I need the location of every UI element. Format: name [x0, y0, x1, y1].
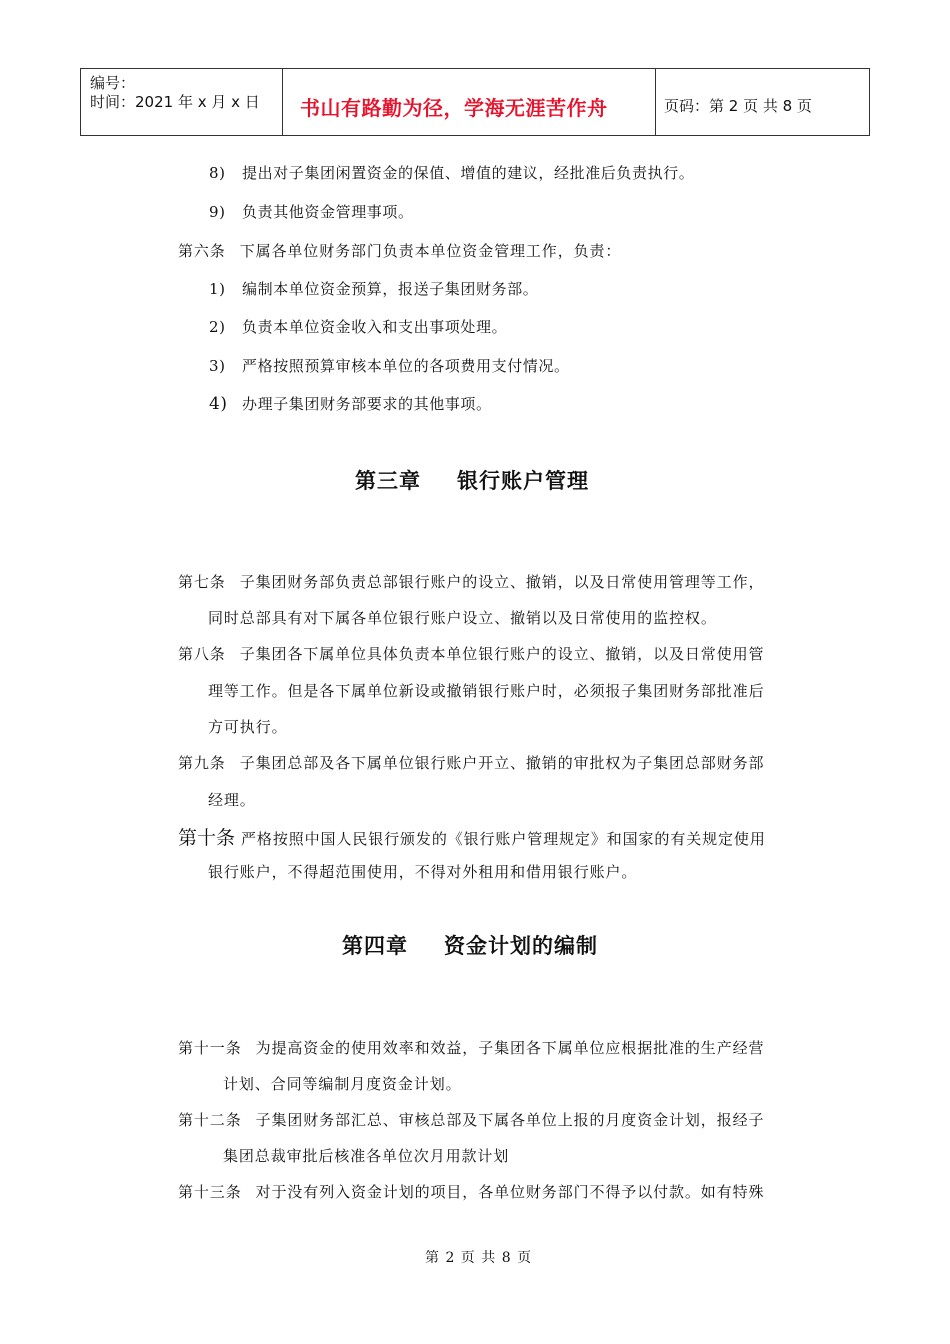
- list-item-text: 办理子集团财务部要求的其他事项。: [242, 395, 492, 413]
- article-8: [178, 643, 764, 664]
- header-divider: [655, 68, 656, 136]
- article-label: 第十三条: [178, 1183, 242, 1201]
- chapter-label: 第四章: [342, 934, 408, 958]
- list-item: [209, 162, 694, 183]
- article-10-cont: 银行账户，不得超范围使用，不得对外租用和借用银行账户。: [208, 863, 638, 881]
- article-12-cont: 集团总裁审批后核准各单位次月用款计划: [223, 1147, 510, 1165]
- motto: 书山有路勤为径，学海无涯苦作舟: [300, 96, 608, 120]
- list-item-number: 1): [209, 280, 226, 298]
- time-label: 时间：2021 年 x 月 x 日: [90, 93, 260, 111]
- article-label: 第九条: [178, 754, 226, 772]
- article-12: [178, 1109, 764, 1130]
- article-11-cont: 计划、合同等编制月度资金计划。: [223, 1075, 462, 1093]
- list-item: [209, 278, 538, 299]
- chapter-label: 第三章: [355, 469, 421, 493]
- article-11: [178, 1037, 764, 1058]
- article-label: 第十一条: [178, 1039, 242, 1057]
- list-item-text: 提出对子集团闲置资金的保值、增值的建议，经批准后负责执行。: [242, 164, 695, 182]
- header-top-border: [80, 68, 870, 69]
- list-item-number: 8): [209, 164, 226, 182]
- header-divider: [282, 68, 283, 136]
- chapter-heading: [342, 930, 598, 960]
- page-footer: 第 2 页 共 8 页: [425, 1250, 533, 1266]
- list-item: [209, 316, 507, 337]
- list-item-text: 负责其他资金管理事项。: [242, 203, 414, 221]
- list-item: [209, 393, 492, 414]
- article-13: [178, 1181, 764, 1202]
- header-divider: [80, 68, 81, 136]
- article-text: 子集团总部及各下属单位银行账户开立、撤销的审批权为子集团总部财务部: [239, 754, 765, 772]
- article-7-cont: 同时总部具有对下属各单位银行账户设立、撤销以及日常使用的监控权。: [208, 609, 717, 627]
- list-item-number: 9): [209, 203, 226, 221]
- article-text: 子集团财务部负责总部银行账户的设立、撤销，以及日常使用管理等工作，: [239, 573, 765, 591]
- article-8-cont: 理等工作。但是各下属单位新设或撤销银行账户时，必须报子集团财务部批准后: [208, 682, 765, 700]
- header-divider: [869, 68, 870, 136]
- list-item-number: 4): [209, 394, 228, 414]
- article-label: 第七条: [178, 573, 226, 591]
- article-9-cont: 经理。: [208, 791, 256, 809]
- article-8-cont: 方可执行。: [208, 718, 288, 736]
- header-bottom-border: [80, 135, 870, 136]
- article-text: 下属各单位财务部门负责本单位资金管理工作，负责：: [239, 242, 622, 260]
- chapter-heading: [355, 465, 589, 495]
- list-item-number: 3): [209, 357, 226, 375]
- list-item-number: 2): [209, 318, 226, 336]
- chapter-title: 资金计划的编制: [444, 934, 598, 958]
- article-label: 第十二条: [178, 1111, 242, 1129]
- article-text: 为提高资金的使用效率和效益，子集团各下属单位应根据批准的生产经营: [255, 1039, 765, 1057]
- article-text: 子集团财务部汇总、审核总部及下属各单位上报的月度资金计划，报经子: [255, 1111, 765, 1129]
- page-info: 页码：第 2 页 共 8 页: [664, 97, 812, 115]
- article-label: 第八条: [178, 645, 226, 663]
- list-item: [209, 201, 414, 222]
- chapter-title: 银行账户管理: [457, 469, 589, 493]
- article-text: 对于没有列入资金计划的项目，各单位财务部门不得予以付款。如有特殊: [255, 1183, 765, 1201]
- list-item: [209, 355, 570, 376]
- list-item-text: 严格按照预算审核本单位的各项费用支付情况。: [242, 357, 570, 375]
- article-6: [178, 240, 621, 261]
- article-10: [178, 823, 766, 850]
- article-label: 第六条: [178, 242, 226, 260]
- article-9: [178, 752, 764, 773]
- doc-number-label: 编号：: [90, 74, 136, 92]
- article-7: [178, 571, 764, 592]
- article-text: 严格按照中国人民银行颁发的《银行账户管理规定》和国家的有关规定使用: [241, 830, 766, 848]
- list-item-text: 编制本单位资金预算，报送子集团财务部。: [242, 280, 539, 298]
- article-label: 第十条: [178, 827, 236, 849]
- list-item-text: 负责本单位资金收入和支出事项处理。: [242, 318, 508, 336]
- article-text: 子集团各下属单位具体负责本单位银行账户的设立、撤销，以及日常使用管: [239, 645, 765, 663]
